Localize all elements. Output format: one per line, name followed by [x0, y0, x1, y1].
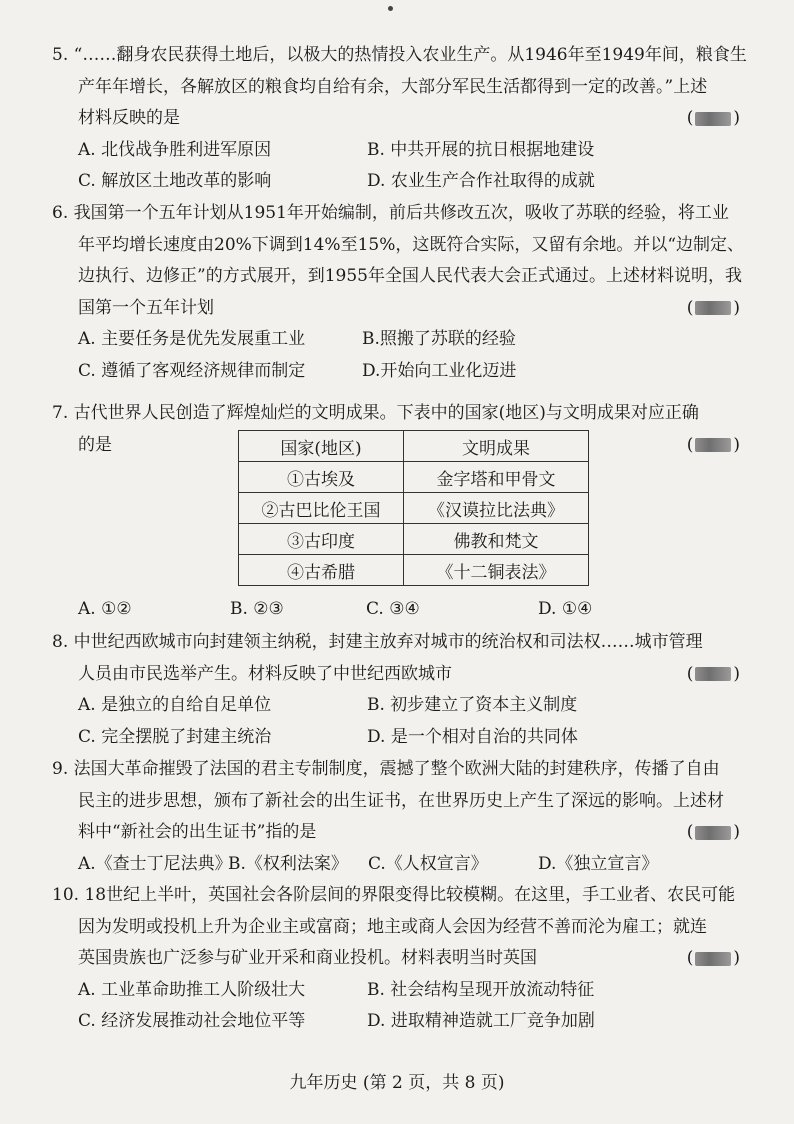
- answer-box: [695, 112, 731, 126]
- table-cell-country: ②古巴比伦王国: [239, 493, 404, 524]
- q6-option-b[interactable]: B.照搬了苏联的经验: [362, 329, 516, 349]
- q7-option-a[interactable]: A. ①②: [78, 599, 132, 619]
- table-cell-achievement: 《汉谟拉比法典》: [404, 493, 589, 524]
- q6-line-4: [52, 293, 740, 325]
- q10-answer-blank[interactable]: ( ): [686, 948, 740, 968]
- q10-option-b[interactable]: B. 社会结构呈现开放流动特征: [367, 979, 595, 1000]
- table-row: [239, 555, 589, 586]
- q10-option-d[interactable]: D. 进取精神造就工厂竞争加剧: [367, 1011, 595, 1031]
- q6-options-row-1: [52, 324, 732, 356]
- q9-line-2: 民主的进步思想，颁布了新社会的出生证书，在世界历史上产生了深远的影响。上述材: [78, 790, 724, 811]
- q6-answer-blank[interactable]: ( ): [686, 297, 740, 318]
- q5-line-2: 产年年增长，各解放区的粮食均自给有余，大部分军民生活都得到一定的改善。”上述: [78, 76, 708, 97]
- q9-options-row: [52, 849, 732, 881]
- q8-option-c[interactable]: C. 完全摆脱了封建主统治: [78, 726, 272, 747]
- q9-option-c[interactable]: C.《人权宣言》: [368, 853, 488, 874]
- q5-option-d[interactable]: D. 农业生产合作社取得的成就: [367, 171, 595, 191]
- q5-options-row-1: [52, 135, 732, 167]
- q6-option-d[interactable]: D.开始向工业化迈进: [362, 360, 517, 381]
- q7-option-b[interactable]: B. ②③: [230, 599, 284, 619]
- table-row: [239, 524, 589, 555]
- q5-option-b[interactable]: B. 中共开展的抗日根据地建设: [367, 139, 595, 160]
- q10-line-3: [52, 943, 740, 975]
- q6-line-3: 边执行、边修正”的方式展开，到1955年全国人民代表大会正式通过。上述材料说明，我: [78, 266, 742, 286]
- table-cell-country: ①古埃及: [239, 462, 404, 493]
- q8-options-row-1: [52, 690, 732, 722]
- page-footer: 九年历史 (第 2 页，共 8 页): [289, 1073, 505, 1093]
- q7-options: [52, 594, 732, 626]
- table-cell-achievement: 《十二铜表法》: [404, 555, 589, 586]
- table-row: [239, 462, 589, 493]
- q6-line-4-text: 国第一个五年计划: [78, 297, 214, 318]
- q10-line-1: 10. 18世纪上半叶，英国社会各阶层间的界限变得比较模糊。在这里，手工业者、农民可能: [52, 885, 736, 905]
- table-header-row: [239, 431, 589, 462]
- q5-line-3-text: 材料反映的是: [78, 108, 180, 128]
- question-9: [52, 754, 740, 880]
- q9-answer-blank[interactable]: ( ): [686, 822, 740, 842]
- q7-answer-blank[interactable]: ( ): [686, 434, 740, 455]
- q5-options-row-2: [52, 166, 732, 198]
- question-8: [52, 627, 740, 753]
- table-header-achievement: 文明成果: [404, 431, 589, 462]
- answer-box: [695, 301, 731, 315]
- q5-line-3: [52, 103, 740, 135]
- q6-option-c[interactable]: C. 遵循了客观经济规律而制定: [78, 360, 306, 381]
- q7-options-row: [52, 594, 732, 626]
- answer-box: [695, 952, 731, 966]
- q6-line-2: 年平均增长速度由20%下调到14%至15%，这既符合实际，又留有余地。并以“边制定、: [78, 234, 745, 255]
- q8-option-a[interactable]: A. 是独立的自给自足单位: [78, 695, 272, 715]
- q10-line-2: 因为发明或投机上升为企业主或富商；地主或商人会因为经营不善而沦为雇工；就连: [78, 916, 707, 937]
- q6-options-row-2: [52, 356, 732, 388]
- q9-option-d[interactable]: D.《独立宣言》: [538, 853, 659, 874]
- q10-options-row-2: [52, 1006, 732, 1038]
- table-cell-country: ③古印度: [239, 524, 404, 555]
- civilization-table: [238, 430, 589, 586]
- answer-box: [695, 667, 731, 681]
- q10-options-row-1: [52, 975, 732, 1007]
- q9-line-3: [52, 817, 740, 849]
- q9-option-a[interactable]: A.《查士丁尼法典》: [78, 853, 232, 874]
- q8-line-2: [52, 659, 740, 691]
- q7-line-2-text: 的是: [78, 434, 112, 455]
- q6-option-a[interactable]: A. 主要任务是优先发展重工业: [78, 329, 306, 349]
- q8-line-1: 8. 中世纪西欧城市向封建领主纳税，封建主放弃对城市的统治权和司法权……城市管理: [52, 632, 703, 652]
- q8-option-b[interactable]: B. 初步建立了资本主义制度: [367, 695, 578, 715]
- question-5: [52, 40, 747, 198]
- q5-option-c[interactable]: C. 解放区土地改革的影响: [78, 171, 272, 191]
- table-cell-country: ④古希腊: [239, 555, 404, 586]
- q5-option-a[interactable]: A. 北伐战争胜利进军原因: [78, 139, 272, 160]
- q9-line-1: 9. 法国大革命摧毁了法国的君主专制制度，震撼了整个欧洲大陆的封建秩序，传播了自由: [52, 759, 720, 779]
- q5-answer-blank[interactable]: ( ): [686, 108, 740, 128]
- q9-option-b[interactable]: B.《权利法案》: [228, 853, 348, 874]
- q7-option-c[interactable]: C. ③④: [366, 599, 420, 619]
- q10-option-a[interactable]: A. 工业革命助推工人阶级壮大: [78, 979, 306, 1000]
- q8-line-2-text: 人员由市民选举产生。材料反映了中世纪西欧城市: [78, 663, 452, 684]
- q8-option-d[interactable]: D. 是一个相对自治的共同体: [367, 726, 578, 747]
- answer-box: [695, 438, 731, 452]
- scan-speck: [388, 6, 393, 11]
- table-row: [239, 493, 589, 524]
- q8-answer-blank[interactable]: ( ): [686, 663, 740, 684]
- q6-line-1: 6. 我国第一个五年计划从1951年开始编制，前后共修改五次，吸收了苏联的经验，将工业: [52, 203, 729, 223]
- table-cell-achievement: 佛教和梵文: [404, 524, 589, 555]
- q10-option-c[interactable]: C. 经济发展推动社会地位平等: [78, 1011, 306, 1031]
- question-10: [52, 880, 740, 1038]
- q8-options-row-2: [52, 722, 732, 754]
- table-header-country: 国家(地区): [239, 431, 404, 462]
- answer-box: [695, 826, 731, 840]
- q7-option-d[interactable]: D. ①④: [538, 599, 593, 619]
- question-6: [52, 198, 745, 387]
- table-cell-achievement: 金字塔和甲骨文: [404, 462, 589, 493]
- q9-line-3-text: 料中“新社会的出生证书”指的是: [78, 822, 317, 842]
- q10-line-3-text: 英国贵族也广泛参与矿业开采和商业投机。材料表明当时英国: [78, 948, 537, 968]
- q7-line-1: 7. 古代世界人民创造了辉煌灿烂的文明成果。下表中的国家(地区)与文明成果对应正确: [52, 403, 699, 423]
- q5-line-1: 5. “……翻身农民获得土地后，以极大的热情投入农业生产。从1946年至1949年间，粮食生: [52, 45, 747, 65]
